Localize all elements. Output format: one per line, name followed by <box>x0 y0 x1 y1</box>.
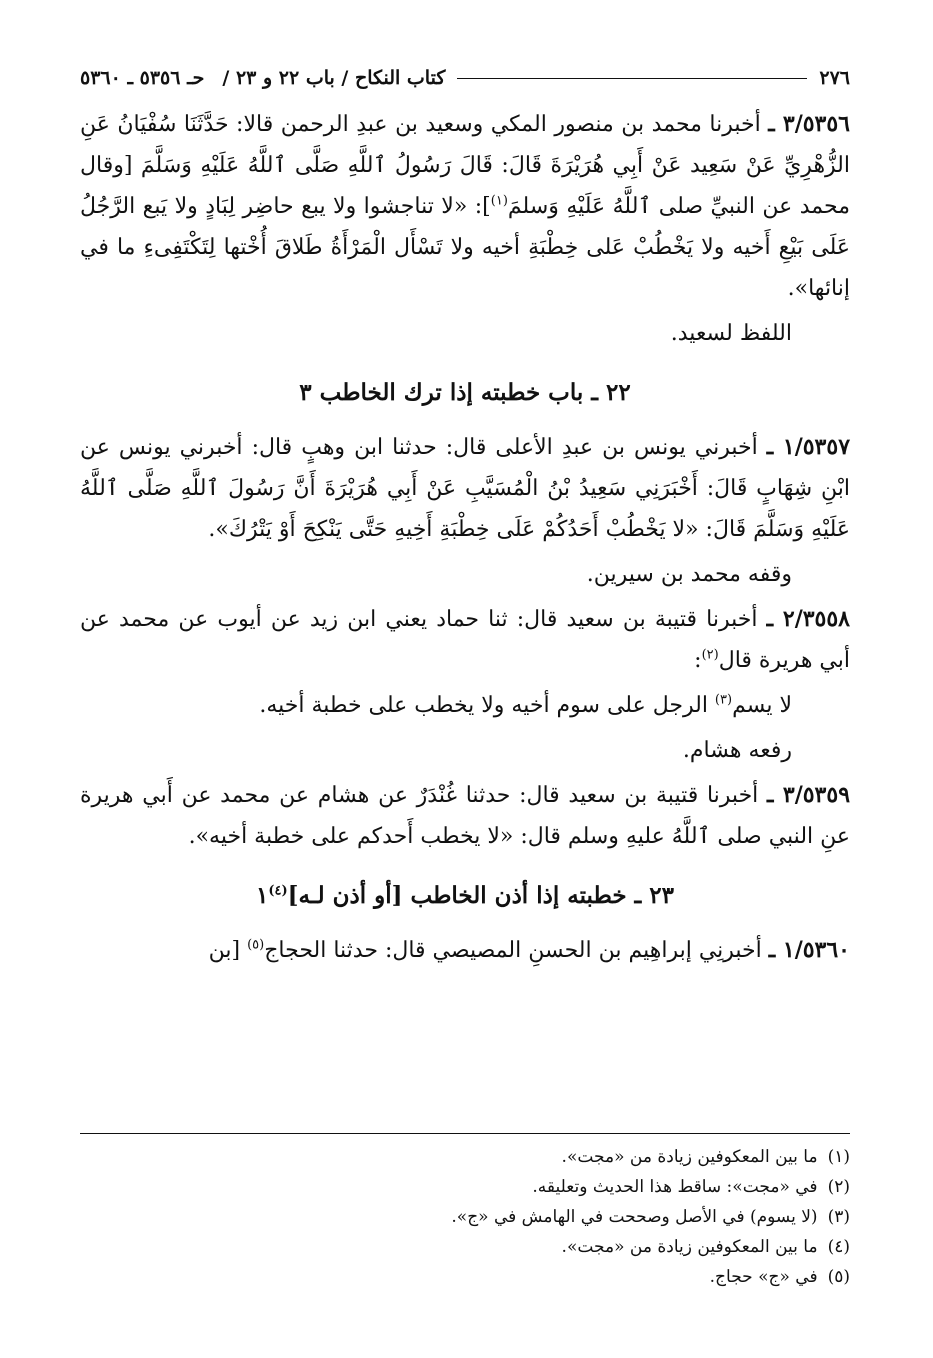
comment-text: رفعه هشام. <box>682 738 792 763</box>
header-rule <box>457 78 807 79</box>
book-page <box>80 58 850 1318</box>
footnote-5 <box>80 1262 850 1292</box>
footnote-text: ما بين المعكوفين زيادة من «مجت». <box>561 1237 818 1257</box>
hadith-5360 <box>80 930 850 971</box>
footnote-number: (٥) <box>827 1267 850 1287</box>
footnotes <box>80 1142 850 1292</box>
hadith-5359 <box>80 775 850 857</box>
hadith-range: حـ ٥٣٥٦ ـ ٥٣٦٠ <box>80 67 205 89</box>
chapter-heading-22: ٢٢ ـ باب خطبته إذا ترك الخاطب ٣ <box>299 379 631 406</box>
footnote-text: في «ج» حجاج. <box>709 1267 818 1287</box>
hadith-text: أخبرني يونس بن عبدِ الأعلى قال: حدثنا ابن وهبٍ قال: أخبرني يونس عن ابْنِ شِهَابٍ قَالَ: أَخْبَرَنِي سَعِيدُ بْنُ الْمُسَيَّبِ عَنْ أَبِي هُرَيْرَةَ أَنَّ رَسُولَ ٱللَّهِ صَلَّى ٱللَّهُ عَلَيْهِ وَسَلَّمَ قَالَ: «لا يَخْطُبْ أَحَدُكُمْ عَلَى خِطْبَةِ أَخِيهِ حَتَّى يَنْكِحَ أَوْ يَتْرُكَ». <box>80 435 850 542</box>
quoted-saying <box>80 685 850 726</box>
hadith-text: أخبرنا قتيبة بن سعيد قال: ثنا حماد يعني ابن زيد عن أيوب عن محمد عن أبي هريرة قال <box>80 607 850 673</box>
footnote-ref-4: (٤) <box>268 883 288 899</box>
hadith-5357 <box>80 427 850 550</box>
footnote-number: (٣) <box>827 1207 850 1227</box>
footnote-ref-5: (٥) <box>247 937 265 953</box>
comment-rafaahu <box>80 730 850 771</box>
comment-lafz <box>80 313 850 354</box>
hadith-3558 <box>80 599 850 681</box>
comment-waqafahu <box>80 554 850 595</box>
running-title: كتاب النكاح / باب ٢٢ و ٢٣ / <box>222 67 446 89</box>
running-head <box>80 58 850 98</box>
hadith-number: ٣/٥٣٥٩ ـ <box>767 782 851 808</box>
footnote-ref-3: (٣) <box>714 692 733 708</box>
hadith-number: ١/٥٣٦٠ ـ <box>768 937 850 963</box>
hadith-number: ١/٥٣٥٧ ـ <box>766 434 851 460</box>
comment-text: وقفه محمد بن سيرين. <box>586 562 792 587</box>
chapter-heading-23 <box>80 875 850 916</box>
main-text <box>80 104 850 971</box>
hadith-text: أخبرنا محمد بن منصور المكي وسعيد بن عبدِ الرحمن قالا: حَدَّثَنَا سُفْيَانُ عَنِ الزُّهْرِيِّ عَنْ سَعِيد عَنْ أَبِي هُرَيْرَةَ قَالَ: قَالَ رَسُولُ ٱللَّهِ صَلَّى ٱللَّهُ عَلَيْهِ وَسَلَّمَ [وقال محمد عن النبيِّ صلى ٱللَّهُ عَلَيْهِ وَسلمَ <box>80 112 850 219</box>
hadith-text-continued: : <box>694 648 702 673</box>
footnote-1 <box>80 1142 850 1172</box>
footnote-4 <box>80 1232 850 1262</box>
hadith-number: ٣/٥٣٥٦ ـ <box>768 111 850 137</box>
comment-text: اللفظ لسعيد. <box>670 321 792 346</box>
footnote-text: (لا يسوم) في الأصل وصححت في الهامش في «ج». <box>451 1207 818 1227</box>
footnote-ref-2: (٢) <box>701 647 719 663</box>
footnote-2 <box>80 1172 850 1202</box>
footnote-number: (٤) <box>827 1237 850 1257</box>
heading-text: ٢٣ ـ خطبته إذا أذن الخاطب [أو أذن لـه] <box>287 882 675 909</box>
saying-text-continued: الرجل على سوم أخيه ولا يخطب على خطبة أخيه. <box>259 693 715 718</box>
hadith-text-continued: [بن <box>208 938 248 963</box>
footnote-ref-1: (١) <box>490 193 508 209</box>
hadith-text: أخبرنا قتيبة بن سعيد قال: حدثنا غُنْدَرٌ عن هشام عن محمد عن أَبي هريرة عنِ النبي صلى ٱللَّهُ عليهِ وسلم قال: «لا يخطب أَحدكم على خطبة أخيه». <box>80 783 850 849</box>
hadith-text-continued: ]: «لا تناجشوا ولا يبع حاضِر لِبَادٍ ولا يَبع الرَّجُلُ عَلَى بَيْعِ أَخيه ولا يَخْطُبْ عَلى خِطْبَةِ أخيه ولا تَسْأَل الْمَرْأَةُ طَلاقَ أُخْتها لِتَكْتَفِىءِ ما في إنائها». <box>80 194 850 301</box>
footnote-text: ما بين المعكوفين زيادة من «مجت». <box>561 1147 818 1167</box>
footnote-separator <box>80 1133 850 1134</box>
hadith-text: أخبرنِي إبراهِيم بن الحسنِ المصيصي قال: حدثنا الحجاج <box>264 938 769 963</box>
footnote-number: (١) <box>827 1147 850 1167</box>
footnote-number: (٢) <box>827 1177 850 1197</box>
footnote-text: في «مجت»: ساقط هذا الحديث وتعليقه. <box>532 1177 818 1197</box>
page-number: ٢٧٦ <box>819 67 850 89</box>
saying-text: لا يسم <box>732 693 792 718</box>
footnote-3 <box>80 1202 850 1232</box>
hadith-number: ٢/٣٥٥٨ ـ <box>766 606 850 632</box>
hadith-5356 <box>80 104 850 309</box>
heading-suffix: ١ <box>255 882 269 909</box>
